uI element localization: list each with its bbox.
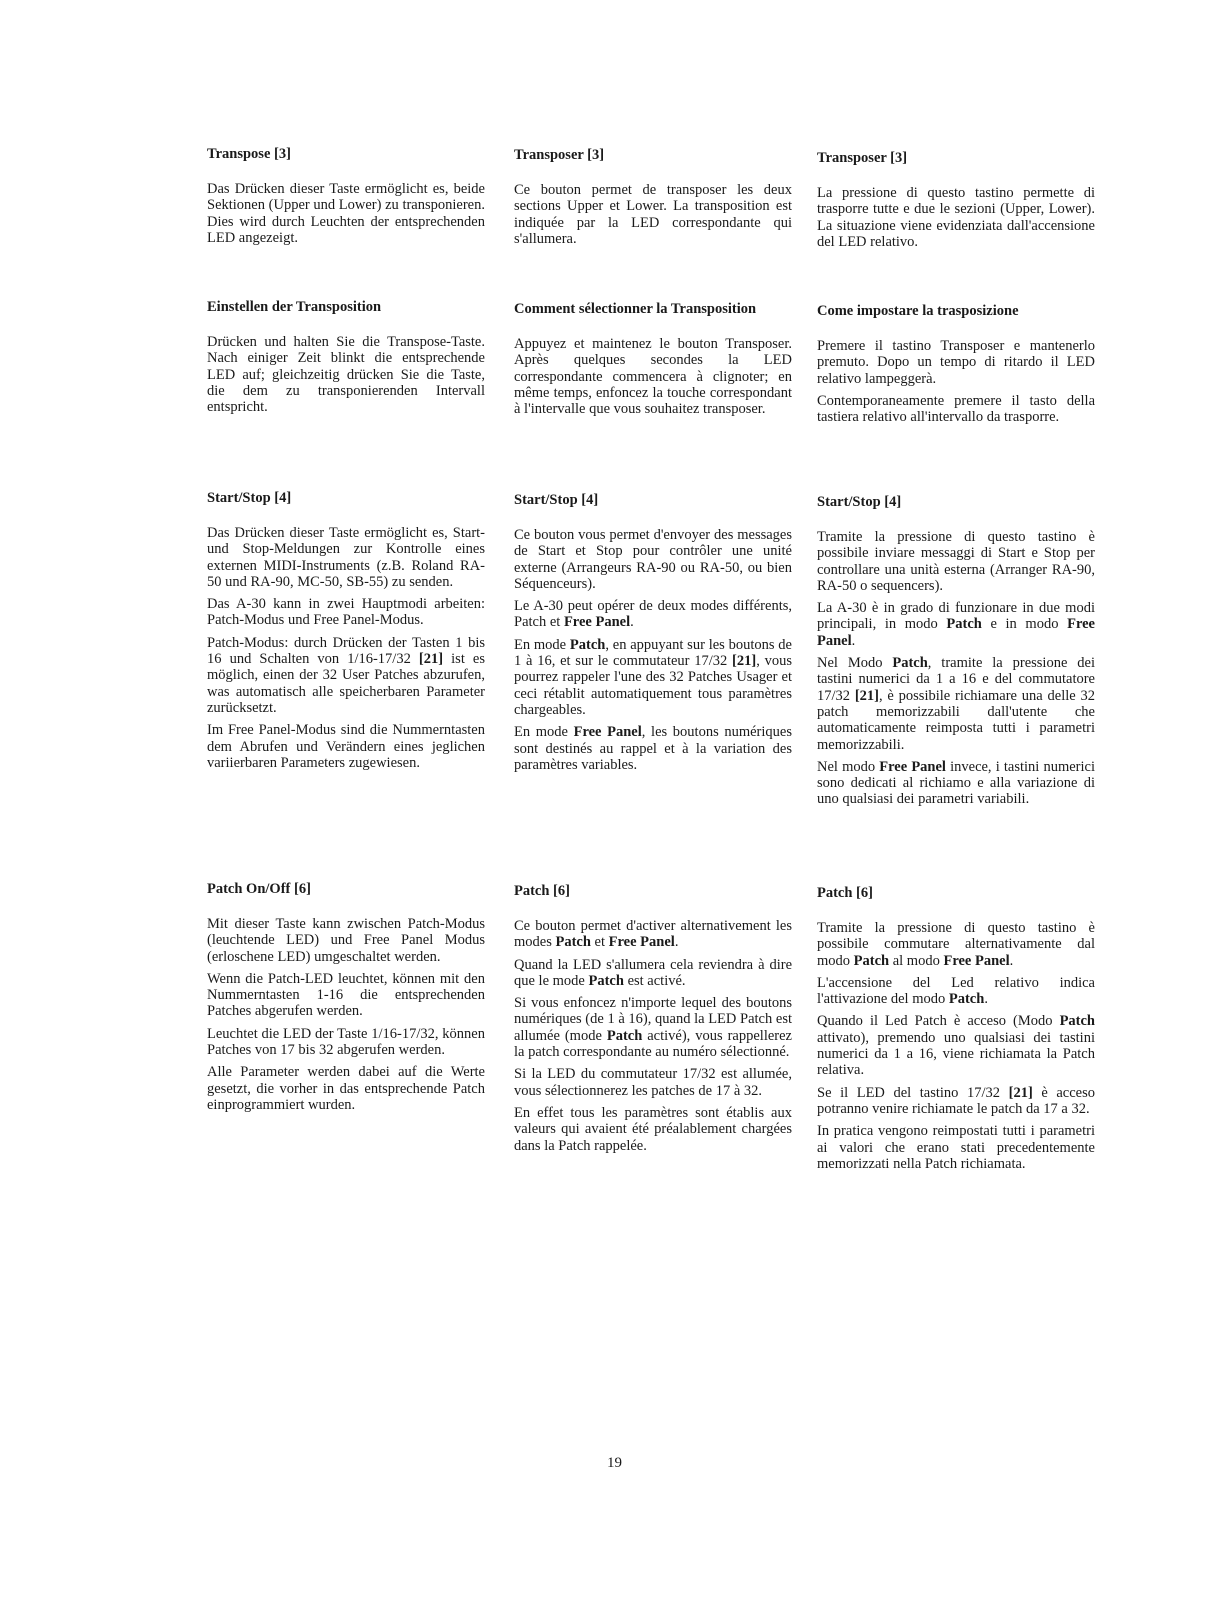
section-heading: Einstellen der Transposition <box>207 299 382 315</box>
paragraph: Contemporaneamente premere il tasto della tastiera relativo all'intervallo da trasporre. <box>817 392 1095 426</box>
section-heading: Come impostare la trasposizione <box>817 303 1019 319</box>
section-start-stop <box>817 493 1095 814</box>
section-heading: Patch [6] <box>514 883 570 899</box>
paragraph: Nel Modo Patch, tramite la pressione dei tastini numerici da 1 a 16 e del commutatore 17/32 [21], è possibile richiamare una delle 32 patch memorizzabili dall'utente che automaticamente reimposta tutti i parametri memorizzabili. <box>817 655 1095 753</box>
paragraph: In pratica vengono reimpostati tutti i parametri ai valori che erano stati precedentemente memorizzati nella Patch richiamata. <box>817 1123 1095 1172</box>
paragraph: Le A-30 peut opérer de deux modes différents, Patch et Free Panel. <box>514 598 792 631</box>
section-transposer <box>817 149 1095 256</box>
section-patch <box>514 882 792 1160</box>
section-heading: Transposer [3] <box>514 147 605 163</box>
paragraph: Quando il Led Patch è acceso (Modo Patch attivato), premendo uno qualsiasi dei tastini numerici da 1 a 16, viene richiamata la Patch relativa. <box>817 1013 1095 1079</box>
section-transposition-select <box>514 300 792 423</box>
paragraph: Alle Parameter werden dabei auf die Werte gesetzt, die vorher in das entsprechende Patch einprogrammiert wurden. <box>207 1064 485 1113</box>
paragraph: Tramite la pressione di questo tastino è possibile commutare alternativamente dal modo Patch al modo Free Panel. <box>817 920 1095 969</box>
paragraph: En effet tous les paramètres sont établis aux valeurs qui avaient été préalablement chargées dans la Patch rappelée. <box>514 1104 792 1154</box>
section-heading: Patch On/Off [6] <box>207 881 311 897</box>
paragraph: Ce bouton permet de transposer les deux sections Upper et Lower. La transposition est indiquée par la LED correspondante qui s'allumera. <box>514 182 792 247</box>
paragraph: Das Drücken dieser Taste ermöglicht es, beide Sektionen (Upper und Lower) zu transponieren. Dies wird durch Leuchten der entsprechenden LED angezeigt. <box>207 181 485 246</box>
paragraph: En mode Free Panel, les boutons numériques sont destinés au rappel et à la variation des paramètres variables. <box>514 724 792 773</box>
section-heading: Start/Stop [4] <box>207 490 292 506</box>
section-patch-on-off <box>207 880 485 1119</box>
paragraph: Drücken und halten Sie die Transpose-Taste. Nach einiger Zeit blinkt die entsprechende LED auf; gleichzeitig drücken Sie die Taste, die dem zu transponierenden Intervall entspricht. <box>207 334 485 416</box>
section-start-stop <box>514 491 792 779</box>
paragraph: La A-30 è in grado di funzionare in due modi principali, in modo Patch e in modo Free Panel. <box>817 600 1095 649</box>
page-number: 19 <box>607 1455 622 1471</box>
paragraph: Ce bouton vous permet d'envoyer des messages de Start et Stop pour contrôler une unité externe (Arrangeurs RA-90 ou RA-50, ou bien Séquenceurs). <box>514 527 792 592</box>
section-heading: Transpose [3] <box>207 146 291 162</box>
paragraph: Ce bouton permet d'activer alternativement les modes Patch et Free Panel. <box>514 918 792 951</box>
paragraph: Patch-Modus: durch Drücken der Tasten 1 bis 16 und Schalten von 1/16-17/32 [21] ist es möglich, einen der 32 User Patches abzurufen, was automatisch alle speicherbaren Parameter zurücksetzt. <box>207 634 485 716</box>
section-heading: Start/Stop [4] <box>514 492 599 508</box>
paragraph: Nel modo Free Panel invece, i tastini numerici sono dedicati al richiamo e alla variazione di uno qualsiasi dei parametri variabili. <box>817 758 1096 808</box>
paragraph: Quand la LED s'allumera cela reviendra à dire que le mode Patch est activé. <box>514 956 792 989</box>
paragraph: Si la LED du commutateur 17/32 est allumée, vous sélectionnerez les patches de 17 à 32. <box>514 1066 792 1099</box>
paragraph: L'accensione del Led relativo indica l'attivazione del modo Patch. <box>817 974 1095 1008</box>
paragraph: Se il LED del tastino 17/32 [21] è acceso potranno venire richiamate le patch da 17 a 32. <box>817 1084 1096 1117</box>
paragraph: Mit dieser Taste kann zwischen Patch-Modus (leuchtende LED) und Free Panel Modus (erloschene LED) umgeschaltet werden. <box>207 916 485 965</box>
paragraph: La pressione di questo tastino permette di trasporre tutte e due le sezioni (Upper, Lower). La situazione viene evidenziata dall'accensione del LED relativo. <box>817 185 1095 250</box>
section-transpose <box>207 145 485 252</box>
section-patch <box>817 884 1095 1178</box>
paragraph: Das Drücken dieser Taste ermöglicht es, Start- und Stop-Meldungen zur Kontrolle eines externen MIDI-Instruments (z.B. Roland RA-50 und RA-90, MC-50, SB-55) zu senden. <box>207 525 485 590</box>
section-heading: Transposer [3] <box>817 150 908 166</box>
paragraph: Leuchtet die LED der Taste 1/16-17/32, können Patches von 17 bis 32 abgerufen werden. <box>207 1025 485 1059</box>
section-trasposizione <box>817 302 1095 431</box>
section-heading: Comment sélectionner la Transposition <box>514 301 757 317</box>
section-heading: Start/Stop [4] <box>817 494 902 510</box>
paragraph: Tramite la pressione di questo tastino è possibile inviare messaggi di Start e Stop per controllare una unità esterna (Arranger RA-90, RA-50 o sequencers). <box>817 529 1095 594</box>
paragraph: Premere il tastino Transposer e mantenerlo premuto. Dopo un tempo di ritardo il LED relativo lampeggerà. <box>817 338 1095 387</box>
paragraph: Im Free Panel-Modus sind die Nummerntasten dem Abrufen und Verändern eines jeglichen variierbaren Parameters zugewiesen. <box>207 722 485 771</box>
section-start-stop <box>207 489 485 777</box>
section-transposition-setting <box>207 298 485 421</box>
section-heading: Patch [6] <box>817 885 873 901</box>
paragraph: Appuyez et maintenez le bouton Transposer. Après quelques secondes la LED correspondante commencera à clignoter; en même temps, enfoncez la touche correspondant à l'intervalle que vous souhaitez transposer. <box>514 336 792 418</box>
paragraph: Wenn die Patch-LED leuchtet, können mit den Nummerntasten 1-16 die entsprechenden Patches abgerufen werden. <box>207 970 485 1020</box>
paragraph: Das A-30 kann in zwei Hauptmodi arbeiten: Patch-Modus und Free Panel-Modus. <box>207 596 485 629</box>
paragraph: En mode Patch, en appuyant sur les boutons de 1 à 16, et sur le commutateur 17/32 [21], vous pourrez rappeler l'une des 32 Patches Usager et ceci rétablit automatiquement tous paramètres chargeables. <box>514 636 792 718</box>
paragraph: Si vous enfoncez n'importe lequel des boutons numériques (de 1 à 16), quand la LED Patch est allumée (mode Patch activé), vous rappellerez la patch correspondante au numéro sélectionné. <box>514 995 792 1061</box>
section-transposer <box>514 146 792 253</box>
